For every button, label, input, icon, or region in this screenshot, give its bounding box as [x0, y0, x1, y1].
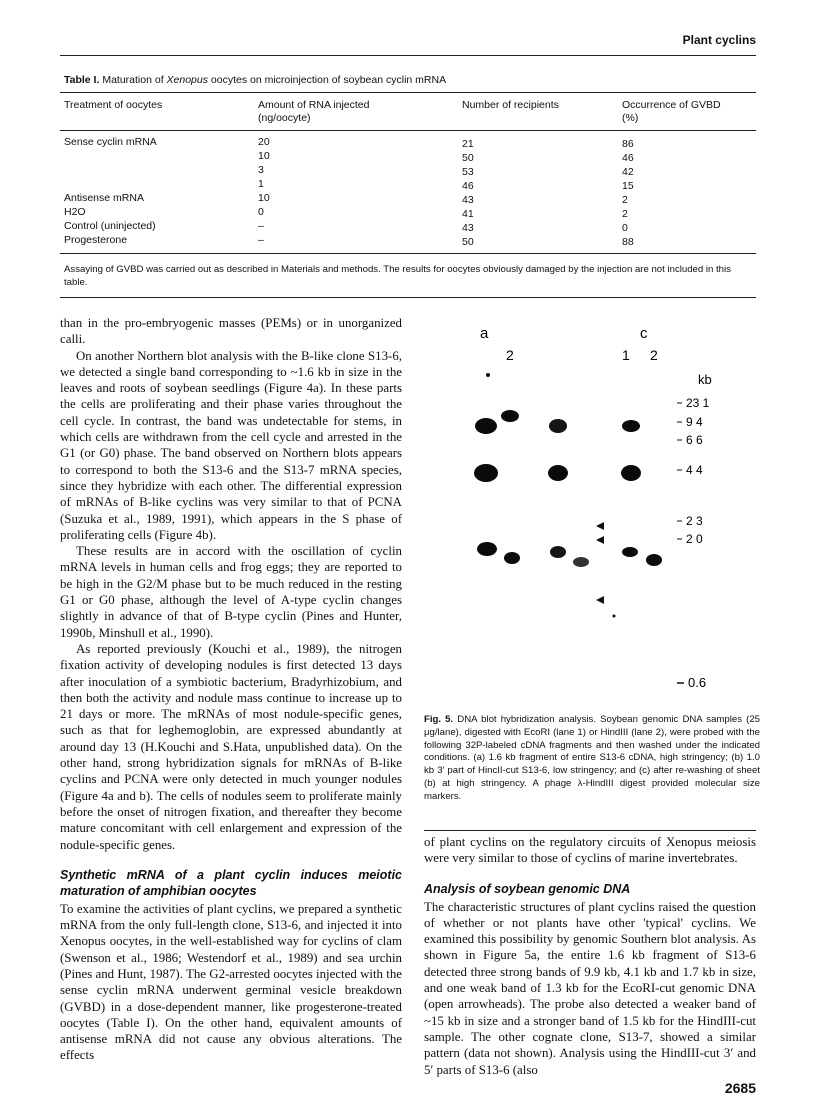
blot-speck — [613, 615, 616, 618]
table-title-pre: Maturation of — [99, 74, 167, 86]
table-footnote: Assaying of GVBD was carried out as described in Materials and methods. The results for oocytes obviously damaged by the injection are not included in this table. — [64, 264, 731, 288]
cell-r1-gvbd: 46 — [622, 152, 634, 164]
cell-r0-gvbd: 86 — [622, 138, 634, 150]
table-label: Table I. — [64, 74, 100, 86]
band-c1-1-7kb — [622, 547, 638, 557]
band-b1-4kb — [548, 465, 568, 481]
header-recipients: Number of recipients — [462, 99, 559, 111]
blot-figure — [424, 320, 760, 705]
page-number: 2685 — [724, 1080, 756, 1096]
marker-0-6: 0.6 — [688, 675, 707, 690]
band-b1-1-7kb — [550, 546, 566, 558]
table-title-italic: Xenopus — [166, 74, 208, 86]
figure-caption-label: Fig. 5. — [424, 714, 454, 725]
cell-r2-amount: 3 — [258, 164, 264, 176]
table-rule-bottom — [60, 253, 756, 254]
cell-r5-recipients: 41 — [462, 208, 474, 220]
cell-r7-amount: – — [258, 234, 264, 246]
left-p2: On another Northern blot analysis with the B-like clone S13-6, we detected a single band corresponding to ~1.6 kb in size in the leaves and roots of soybean seedlings (Figure 4a). In these parts the cells are proliferating and their phase varies throughout the cell cycle. In contrast, the band was undetectable for stems, in which cells are withdrawn from the cell cycle and arrested in the G1 (or G0) phase. The band observed on Northern blots appears to correspond to both the S13-6 and the S13-7 mRNA species, since they hybridize with each other. The differential expression of mRNAs of B-like cyclins was very similar to that of PCNA (Suzuka et al., 1989, 1991), which appears in the S phase of proliferating cells (Figure 4b). — [60, 348, 402, 542]
cell-r6-recipients: 43 — [462, 222, 474, 234]
band-b1-9kb — [549, 419, 567, 433]
cell-r5-gvbd: 2 — [622, 208, 628, 220]
header-treatment: Treatment of oocytes — [64, 99, 163, 111]
figure-caption-text: DNA blot hybridization analysis. Soybean genomic DNA samples (25 μg/lane), digested with EcoRI (lane 1) or HindIII (lane 2), were probed with the following 32P-labeled cDNA fragments and then washed under the indicated conditions. (a) 1.6 kb fragment of entire S13-6 cDNA, high stringency; (b) 1.0 kb 3′ part of HincII-cut S13-6, low stringency; and (c) after re-washing of sheet (b) at high stringency. A phage λ-HindIII digest provided molecular size markers. — [424, 714, 760, 802]
cell-r6-amount: – — [258, 220, 264, 232]
cell-r1-amount: 10 — [258, 150, 270, 162]
band-c1-9kb — [622, 420, 640, 432]
cell-r7-treatment: Progesterone — [64, 234, 128, 246]
marker-2-3: 2 3 — [686, 514, 703, 528]
cell-r3-recipients: 46 — [462, 180, 474, 192]
left-p3: These results are in accord with the oscillation of cyclin mRNA levels in human cells and frog eggs; they are reported to be high in the G2/M phase but to be much reduced in the resting G1 or G0 phase, although the level of A-type cyclin changes slightly in advance of that of B-type cyclin (Pines and Hunter, 1990b, Minshull et al., 1990). — [60, 544, 402, 640]
cell-r4-recipients: 43 — [462, 194, 474, 206]
top-rule — [60, 55, 756, 56]
cell-r7-recipients: 50 — [462, 236, 474, 248]
marker-4: 4 4 — [686, 463, 703, 477]
header-gvbd-unit: (%) — [622, 112, 639, 124]
open-arrowhead-1 — [596, 522, 604, 530]
table-caption — [64, 74, 446, 86]
cell-r3-gvbd: 15 — [622, 180, 634, 192]
cell-r0-recipients: 21 — [462, 138, 474, 150]
cell-r4-treatment: Antisense mRNA — [64, 192, 144, 204]
cell-r4-amount: 10 — [258, 192, 270, 204]
cell-r3-amount: 1 — [258, 178, 264, 190]
left-p5: To examine the activities of plant cyclins, we prepared a synthetic mRNA from the only full-length clone, S13-6, and injected it into Xenopus oocytes, in the well-established way for cyclins of clam (Swenson et al., 1986; Westendorf et al., 1989) and sea urchin (Pines and Hunt, 1987). The G2-arrested oocytes injected with the sense cyclin mRNA underwent germinal vesicle breakdown (GVBD) in a dose-dependent manner, like progesterone-treated oocytes (Table I). On the other hand, equivalent amounts of antisense mRNA did not cause any obvious alterations. The effects — [60, 901, 402, 1063]
right-p2: The characteristic structures of plant cyclins raised the question of whether or not plants have other 'typical' cyclins. We examined this possibility by genomic Southern blot analysis. As shown in Figure 5a, the entire 1.6 kb fragment of S13-6 detected three strong bands of 9.9 kb, 4.1 kb and 1.7 kb in size, and one weak band of 1.3 kb for the EcoRI-cut genomic DNA (open arrowheads). The probe also detected a weaker band of ~15 kb in size and a stronger band of 1.5 kb for the HindIII-cut sample. The other cognate clone, S13-7, showed a similar pattern (data not shown). Analysis using the HindIII-cut 3′ and 5′ parts of S13-6 (also — [424, 899, 756, 1077]
band-a1-1-7kb — [477, 542, 497, 556]
cell-r6-gvbd: 0 — [622, 222, 628, 234]
left-heading: Synthetic mRNA of a plant cyclin induces meiotic maturation of amphibian oocytes — [60, 867, 402, 898]
panel-label-a: a — [480, 325, 489, 342]
panel-label-c: c — [640, 325, 648, 342]
header-gvbd: Occurrence of GVBD — [622, 99, 721, 111]
cell-r6-treatment: Control (uninjected) — [64, 220, 156, 232]
cell-r0-treatment: Sense cyclin mRNA — [64, 136, 157, 148]
table-rule-top — [60, 92, 756, 93]
cell-r4-gvbd: 2 — [622, 194, 628, 206]
lane-label-c2: 2 — [650, 347, 658, 363]
header-amount: Amount of RNA injected — [258, 99, 370, 111]
lane-label-c1: 1 — [622, 347, 630, 363]
lane-label-a2: 2 — [506, 347, 514, 363]
cell-r2-gvbd: 42 — [622, 166, 634, 178]
marker-6: 6 6 — [686, 433, 703, 447]
band-c2-1-5kb — [646, 554, 662, 566]
band-a1-4kb — [474, 464, 498, 482]
right-column — [424, 834, 756, 1078]
marker-23: 23 1 — [686, 396, 710, 410]
table-title-post: oocytes on microinjection of soybean cyclin mRNA — [207, 74, 447, 86]
right-p1: of plant cyclins on the regulatory circuits of Xenopus meiosis were very similar to those of cyclins of marine invertebrates. — [424, 835, 756, 866]
section-rule — [60, 297, 756, 298]
cell-r5-amount: 0 — [258, 206, 264, 218]
left-column — [60, 315, 402, 1064]
left-p4: As reported previously (Kouchi et al., 1989), the nitrogen fixation activity of developing nodules is first detected 13 days after inoculation of a symbiotic bacterium, Bradyrhizobium, and then both the activity and nodule mass continue to increase up to 21 days or more. The mRNAs of most nodule-specific genes, such as that for leghemoglobin, are expressed abundantly at around day 13 (H.Kouchi and S.Hata, unpublished data). On the other hand, strong hybridization signals for mRNAs of B-like cyclins and PCNA were only detected in much younger nodules (Figure 4a and b). The cells of nodules seem to proliferate mainly before the onset of nitrogen fixation, and thereafter they become mature concomitant with cell enlargement and expression of the nodule-specific genes. — [60, 641, 402, 852]
kb-label: kb — [698, 372, 712, 387]
figure-rule — [424, 830, 756, 831]
open-arrowhead-3 — [596, 596, 604, 604]
right-heading: Analysis of soybean genomic DNA — [424, 881, 631, 896]
open-arrowhead-2 — [596, 536, 604, 544]
running-head: Plant cyclins — [682, 33, 756, 47]
left-p1: than in the pro-embryogenic masses (PEMs) or in unorganized calli. — [60, 316, 402, 347]
cell-r7-gvbd: 88 — [622, 236, 634, 248]
cell-r2-recipients: 53 — [462, 166, 474, 178]
band-c1-4kb — [621, 465, 641, 481]
cell-r0-amount: 20 — [258, 136, 270, 148]
band-b2-1-5kb — [573, 557, 589, 567]
cell-r1-recipients: 50 — [462, 152, 474, 164]
figure-caption — [424, 714, 760, 804]
marker-9: 9 4 — [686, 415, 703, 429]
band-a1-9kb — [475, 418, 497, 434]
header-amount-unit: (ng/oocyte) — [258, 112, 311, 124]
table-rule-header — [60, 130, 756, 131]
band-a2-15kb — [501, 410, 519, 422]
marker-2-0: 2 0 — [686, 532, 703, 546]
cell-r5-treatment: H2O — [64, 206, 86, 218]
band-a2-1-5kb — [504, 552, 520, 564]
blot-dot — [486, 373, 490, 377]
